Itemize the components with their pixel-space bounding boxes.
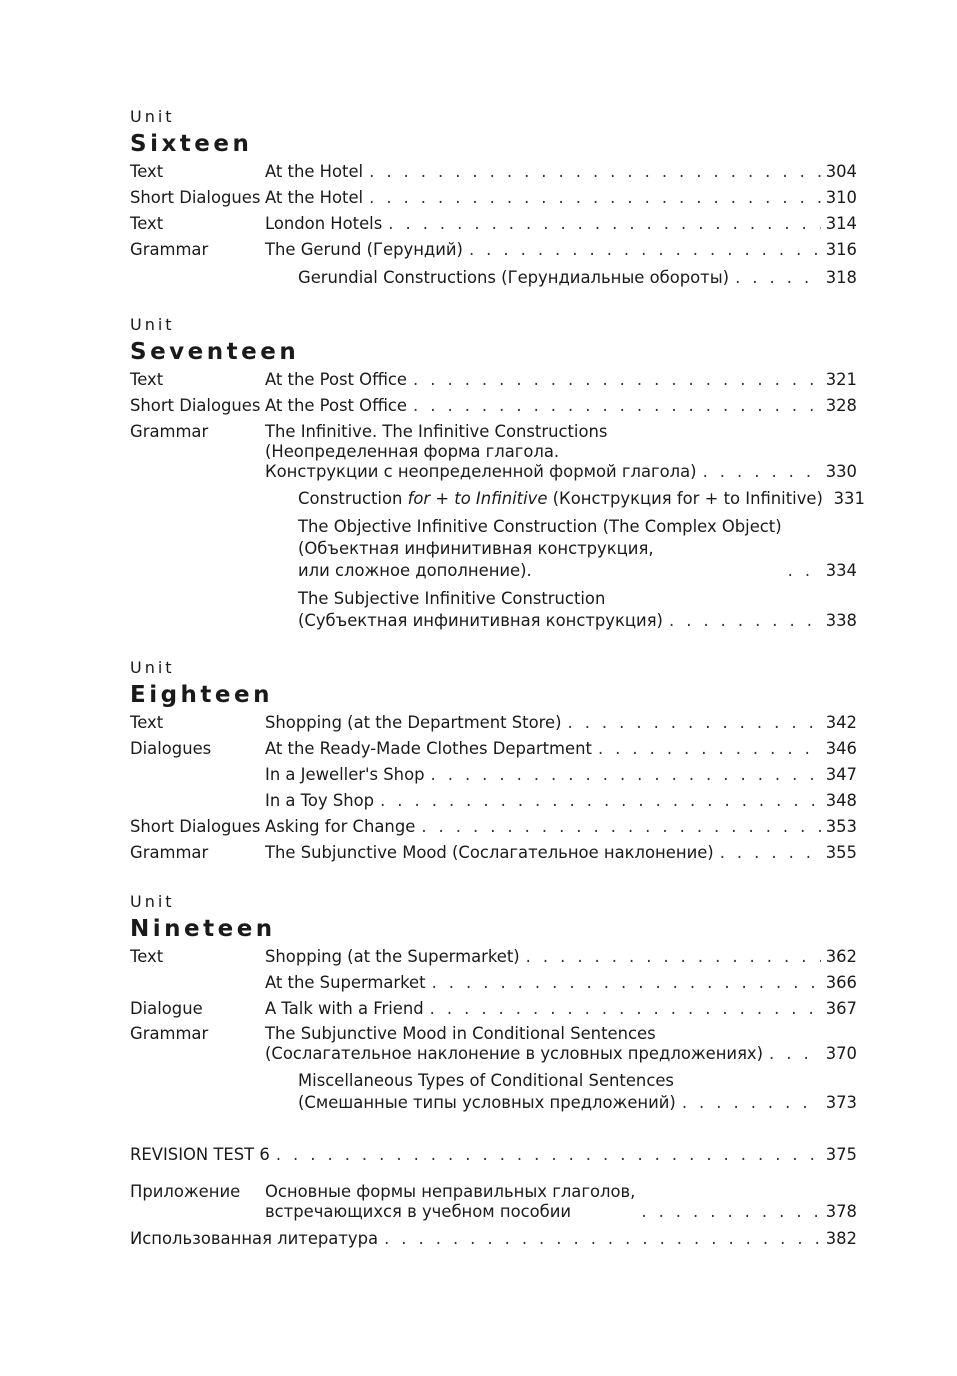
dot-leader [669,610,821,632]
page-number: 314 [825,214,857,233]
toc-entry[interactable] [130,159,857,185]
entry-title: At the Ready-Made Clothes Department [265,739,592,758]
entry-title-line: (Сослагательное наклонение в условных предложениях) [265,1044,764,1063]
revision-test-entry[interactable] [130,1142,857,1168]
dot-leader [369,185,821,211]
toc-entry[interactable] [130,237,857,263]
entry-title: Gerundial Constructions (Герундиальные обороты) [298,268,730,287]
page-number: 366 [825,973,857,992]
toc-subentry[interactable] [130,1070,857,1114]
dot-leader [598,736,821,762]
entry-category: Text [130,214,164,233]
toc-entry[interactable] [130,211,857,237]
entry-title-line: Miscellaneous Types of Conditional Sentences [298,1071,674,1090]
entry-title-line: The Subjunctive Mood in Conditional Sentences [265,1024,656,1043]
entry-title-line: (Смешанные типы условных предложений) [298,1093,676,1112]
page-number: 370 [825,1044,857,1063]
unit-label: Unit [130,892,175,911]
dot-leader [641,1202,821,1222]
page-number: 310 [825,188,857,207]
unit-eighteen [130,656,857,866]
dot-leader [388,211,821,237]
entry-category: Grammar [130,422,209,441]
toc-entry[interactable] [130,944,857,970]
dot-leader [369,159,821,185]
page-number: 316 [825,240,857,259]
unit-label: Unit [130,658,175,677]
entry-title-line: (Неопределенная форма глагола. [265,442,560,461]
entry-category: Dialogues [130,739,212,758]
dot-leader [469,237,821,263]
toc-subentry[interactable] [130,516,857,582]
unit-title: Seventeen [130,339,300,365]
toc-entry[interactable] [130,393,857,419]
entry-title-line: Конструкции с неопределенной формой глагола) [265,462,697,481]
unit-sixteen [130,105,857,289]
entry-title: At the Hotel [265,188,364,207]
page-number: 378 [825,1202,857,1221]
dot-leader [413,367,821,393]
entry-title-line: The Objective Infinitive Construction (The Complex Object) [298,517,782,536]
dot-leader [421,814,821,840]
page-number: 334 [825,561,857,580]
unit-seventeen [130,313,865,632]
toc-entry[interactable] [130,814,857,840]
entry-title: The Subjunctive Mood (Сослагательное наклонение) [265,843,714,862]
page-number: 331 [833,489,865,508]
unit-label: Unit [130,315,175,334]
entry-title: REVISION TEST 6 [130,1145,270,1164]
page-number: 362 [825,947,857,966]
page-number: 304 [825,162,857,181]
page-number: 318 [825,268,857,287]
page-number: 346 [825,739,857,758]
entry-title: In a Toy Shop [265,791,375,810]
page-number: 353 [825,817,857,836]
toc-entry[interactable] [130,736,857,762]
entry-title: The Gerund (Герундий) [265,240,463,259]
unit-label: Unit [130,107,175,126]
entry-category: Short Dialogues [130,188,261,207]
entry-category: Приложение [130,1182,241,1201]
dot-leader [430,996,821,1022]
entry-title: At the Hotel [265,162,364,181]
toc-entry[interactable] [130,788,857,814]
dot-leader [526,944,821,970]
entry-title: At the Post Office [265,396,408,415]
entry-title-line: встречающихся в учебном пособии [265,1202,572,1221]
dot-leader [682,1092,821,1114]
entry-title-line: (Субъектная инфинитивная конструкция) [298,611,663,630]
entry-category: Text [130,947,164,966]
toc-entry[interactable] [130,185,857,211]
page-number: 382 [825,1229,857,1248]
entry-title: London Hotels [265,214,383,233]
toc-entry[interactable] [130,840,857,866]
dot-leader [703,462,821,482]
unit-nineteen [130,890,857,1114]
dot-leader [276,1142,821,1168]
entry-title: Shopping (at the Department Store) [265,713,562,732]
dot-leader [384,1226,821,1252]
dot-leader [432,970,821,996]
entry-category: Text [130,162,164,181]
toc-subentry[interactable] [130,488,865,510]
appendix-entry[interactable] [130,1182,857,1222]
references-entry[interactable] [130,1226,857,1252]
entry-title: Shopping (at the Supermarket) [265,947,520,966]
page-number: 321 [825,370,857,389]
page-number: 330 [825,462,857,481]
entry-title: Использованная литература [130,1229,379,1248]
toc-entry[interactable] [130,970,857,996]
entry-category: Grammar [130,843,209,862]
entry-title: At the Supermarket [265,973,426,992]
toc-subentry[interactable] [130,588,857,632]
page-number: 338 [825,611,857,630]
entry-title-line: Основные формы неправильных глаголов, [265,1182,636,1201]
entry-category: Grammar [130,240,209,259]
page-number: 348 [825,791,857,810]
entry-title-line: или сложное дополнение). [298,561,532,580]
toc-entry[interactable] [130,762,857,788]
entry-category: Dialogue [130,999,203,1018]
dot-leader [380,788,821,814]
entry-title-line: (Объектная инфинитивная конструкция, [298,539,654,558]
entry-title: Construction for + to Infinitive (Конструкция for + to Infinitive) [298,489,823,508]
page-number: 373 [825,1093,857,1112]
toc-entry[interactable] [130,996,857,1022]
unit-title: Sixteen [130,131,253,157]
entry-category: Text [130,370,164,389]
page-number: 375 [825,1145,857,1164]
toc-subentry[interactable] [130,267,857,289]
page-number: 328 [825,396,857,415]
entry-title: A Talk with a Friend [265,999,424,1018]
dot-leader [788,560,821,582]
unit-title: Nineteen [130,916,276,942]
page-number: 367 [825,999,857,1018]
dot-leader [567,710,821,736]
entry-title: Asking for Change [265,817,416,836]
unit-title: Eighteen [130,682,273,708]
toc-entry[interactable] [130,367,857,393]
dot-leader [431,762,821,788]
toc-entry[interactable] [130,710,857,736]
entry-title: At the Post Office [265,370,408,389]
entry-title: In a Jeweller's Shop [265,765,425,784]
dot-leader [769,1044,821,1064]
page-number: 355 [825,843,857,862]
entry-category: Short Dialogues [130,396,261,415]
entry-title-line: The Subjective Infinitive Construction [298,589,606,608]
dot-leader [735,267,821,289]
entry-title-line: The Infinitive. The Infinitive Constructions [265,422,608,441]
toc-entry[interactable] [130,1024,857,1064]
page-number: 342 [825,713,857,732]
entry-category: Text [130,713,164,732]
entry-category: Short Dialogues [130,817,261,836]
toc-entry[interactable] [130,422,857,482]
table-of-contents [130,105,865,1252]
page-number: 347 [825,765,857,784]
dot-leader [720,840,821,866]
dot-leader [413,393,821,419]
entry-category: Grammar [130,1024,209,1043]
